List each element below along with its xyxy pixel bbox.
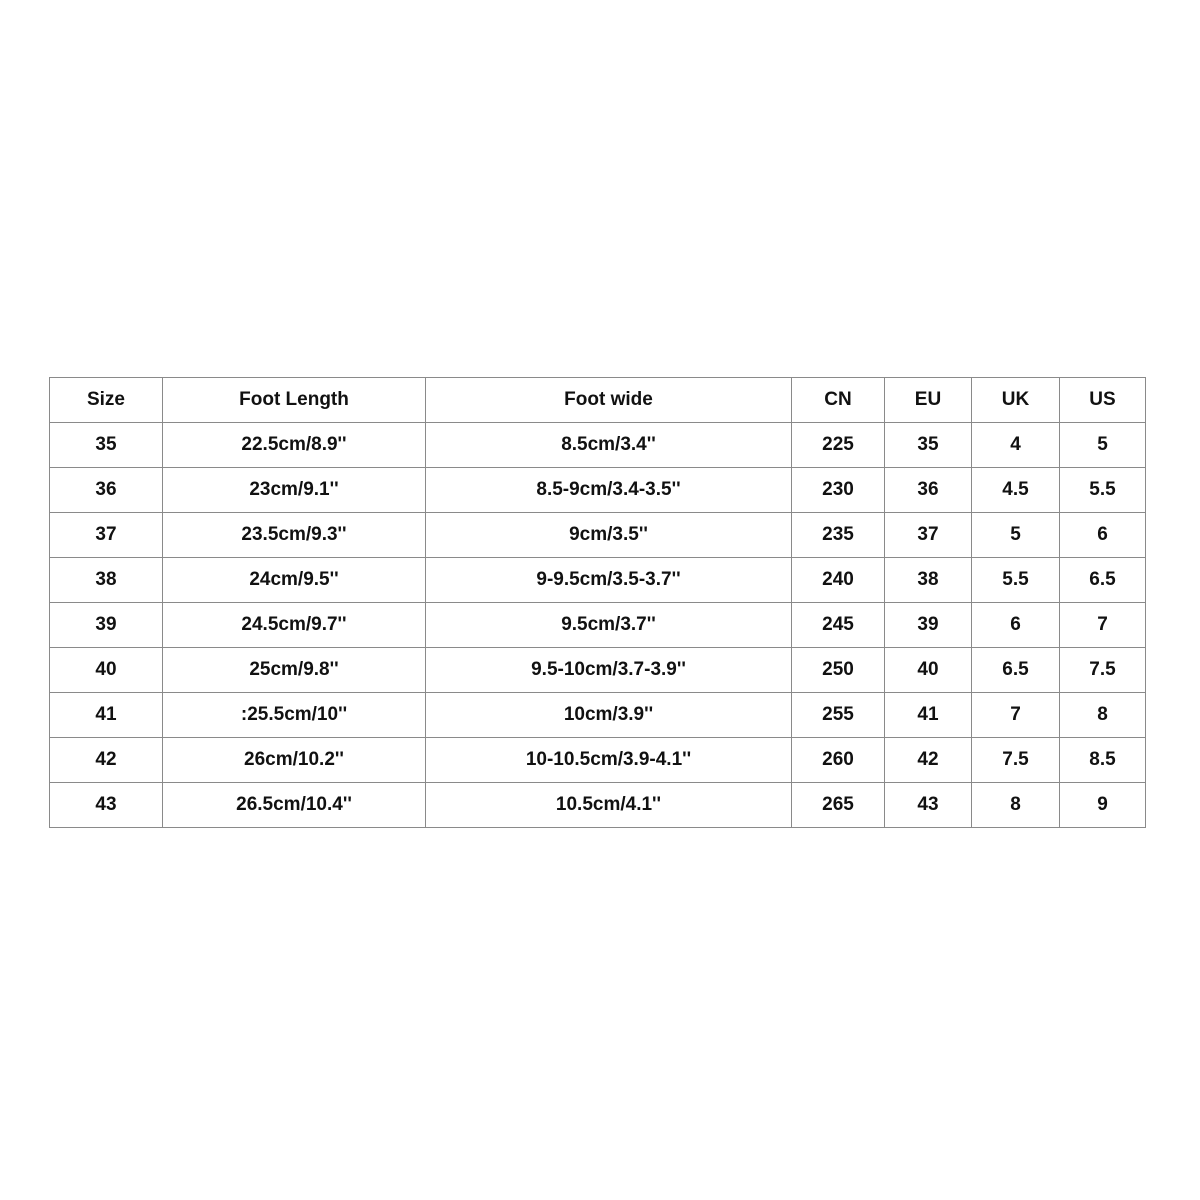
cell-cn: 245 — [792, 603, 885, 648]
cell-uk: 5.5 — [972, 558, 1060, 603]
cell-size: 40 — [50, 648, 163, 693]
cell-foot-length: 24cm/9.5'' — [163, 558, 426, 603]
cell-cn: 235 — [792, 513, 885, 558]
cell-cn: 240 — [792, 558, 885, 603]
cell-uk: 7.5 — [972, 738, 1060, 783]
cell-us: 8 — [1060, 693, 1146, 738]
cell-foot-length: 26.5cm/10.4'' — [163, 783, 426, 828]
table-row — [50, 648, 1146, 693]
cell-foot-wide: 10cm/3.9'' — [426, 693, 792, 738]
cell-uk: 7 — [972, 693, 1060, 738]
cell-us: 6.5 — [1060, 558, 1146, 603]
cell-foot-length: 25cm/9.8'' — [163, 648, 426, 693]
cell-foot-wide: 9.5-10cm/3.7-3.9'' — [426, 648, 792, 693]
cell-cn: 255 — [792, 693, 885, 738]
cell-uk: 6.5 — [972, 648, 1060, 693]
cell-size: 37 — [50, 513, 163, 558]
cell-size: 42 — [50, 738, 163, 783]
cell-foot-length: 23cm/9.1'' — [163, 468, 426, 513]
cell-foot-wide: 10.5cm/4.1'' — [426, 783, 792, 828]
cell-cn: 250 — [792, 648, 885, 693]
cell-foot-wide: 10-10.5cm/3.9-4.1'' — [426, 738, 792, 783]
cell-foot-length: 24.5cm/9.7'' — [163, 603, 426, 648]
cell-us: 9 — [1060, 783, 1146, 828]
cell-foot-wide: 9cm/3.5'' — [426, 513, 792, 558]
cell-eu: 35 — [885, 423, 972, 468]
cell-foot-length: 23.5cm/9.3'' — [163, 513, 426, 558]
size-chart-table — [49, 377, 1146, 828]
header-foot-wide: Foot wide — [426, 378, 792, 423]
header-row — [50, 378, 1146, 423]
table-row — [50, 738, 1146, 783]
cell-eu: 38 — [885, 558, 972, 603]
cell-cn: 265 — [792, 783, 885, 828]
table-row — [50, 468, 1146, 513]
cell-cn: 230 — [792, 468, 885, 513]
cell-eu: 37 — [885, 513, 972, 558]
header-eu: EU — [885, 378, 972, 423]
cell-uk: 5 — [972, 513, 1060, 558]
cell-us: 8.5 — [1060, 738, 1146, 783]
cell-uk: 4 — [972, 423, 1060, 468]
cell-uk: 4.5 — [972, 468, 1060, 513]
header-size: Size — [50, 378, 163, 423]
cell-size: 43 — [50, 783, 163, 828]
cell-foot-length: :25.5cm/10'' — [163, 693, 426, 738]
cell-foot-wide: 8.5-9cm/3.4-3.5'' — [426, 468, 792, 513]
header-us: US — [1060, 378, 1146, 423]
cell-size: 41 — [50, 693, 163, 738]
cell-us: 5 — [1060, 423, 1146, 468]
cell-us: 5.5 — [1060, 468, 1146, 513]
table-row — [50, 783, 1146, 828]
cell-eu: 43 — [885, 783, 972, 828]
cell-us: 6 — [1060, 513, 1146, 558]
cell-size: 38 — [50, 558, 163, 603]
table-row — [50, 423, 1146, 468]
cell-cn: 260 — [792, 738, 885, 783]
cell-us: 7 — [1060, 603, 1146, 648]
cell-foot-wide: 9.5cm/3.7'' — [426, 603, 792, 648]
cell-size: 36 — [50, 468, 163, 513]
header-cn: CN — [792, 378, 885, 423]
table-row — [50, 693, 1146, 738]
cell-uk: 6 — [972, 603, 1060, 648]
cell-us: 7.5 — [1060, 648, 1146, 693]
cell-eu: 40 — [885, 648, 972, 693]
cell-size: 39 — [50, 603, 163, 648]
cell-cn: 225 — [792, 423, 885, 468]
cell-eu: 41 — [885, 693, 972, 738]
cell-uk: 8 — [972, 783, 1060, 828]
header-foot-length: Foot Length — [163, 378, 426, 423]
cell-eu: 39 — [885, 603, 972, 648]
table-row — [50, 603, 1146, 648]
cell-eu: 42 — [885, 738, 972, 783]
header-uk: UK — [972, 378, 1060, 423]
cell-size: 35 — [50, 423, 163, 468]
cell-eu: 36 — [885, 468, 972, 513]
table-row — [50, 558, 1146, 603]
cell-foot-wide: 9-9.5cm/3.5-3.7'' — [426, 558, 792, 603]
cell-foot-wide: 8.5cm/3.4'' — [426, 423, 792, 468]
table-row — [50, 513, 1146, 558]
cell-foot-length: 26cm/10.2'' — [163, 738, 426, 783]
cell-foot-length: 22.5cm/8.9'' — [163, 423, 426, 468]
